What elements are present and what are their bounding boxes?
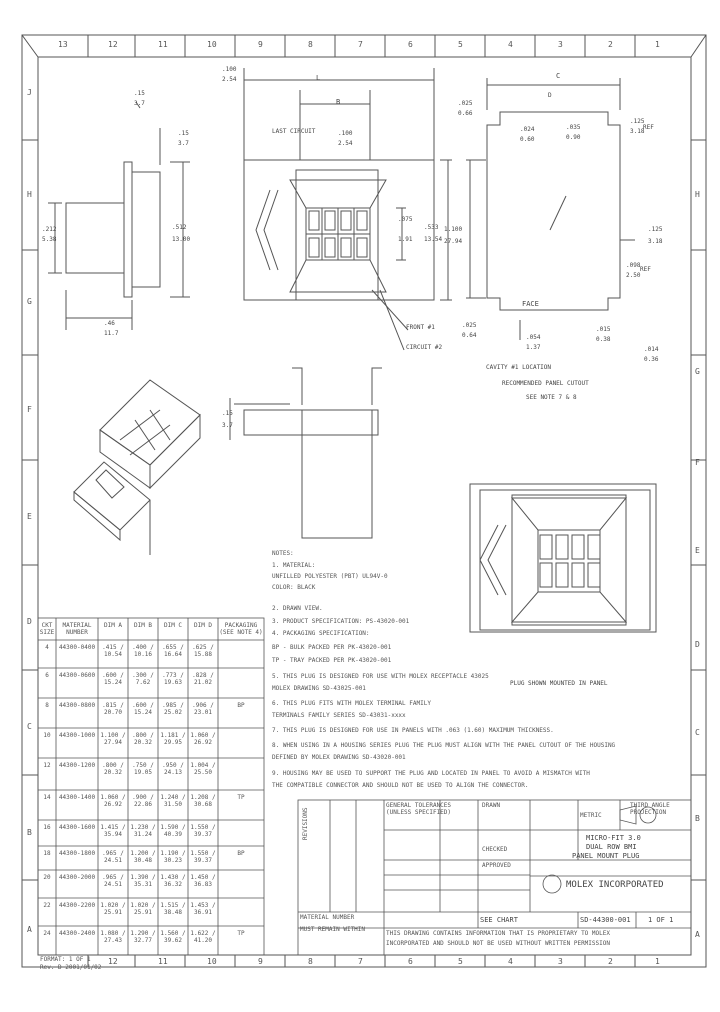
- note-line: THE COMPATIBLE CONNECTOR AND SHOULD NOT BE USED TO ALIGN THE CONNECTOR.: [272, 782, 529, 789]
- zone-label: 8: [308, 40, 313, 49]
- table-cell-mat: 44300-1600: [58, 824, 96, 831]
- dim-label: .46: [104, 320, 115, 327]
- table-cell-a: .600 / 15.24: [102, 672, 124, 686]
- must-remain-label: MUST REMAIN WITHIN: [300, 926, 366, 933]
- note-line: TERMINALS FAMILY SERIES SD-43031-xxxx: [272, 712, 406, 719]
- dim-label: 3.18: [648, 238, 663, 245]
- table-cell-a: .800 / 20.32: [102, 762, 124, 776]
- dim-label: L: [316, 74, 321, 82]
- table-cell-c: 1.430 / 36.32: [160, 874, 186, 888]
- dim-label: 0.64: [462, 332, 477, 339]
- table-cell-b: 1.230 / 31.24: [130, 824, 156, 838]
- table-cell-a: 1.080 / 27.43: [100, 930, 126, 944]
- dim-label: 0.38: [596, 336, 611, 343]
- dim-label: C: [556, 72, 561, 80]
- table-cell-c: .655 / 16.64: [162, 644, 184, 658]
- dim-label: .075: [398, 216, 413, 223]
- table-cell-c: 1.560 / 39.62: [160, 930, 186, 944]
- table-cell-mat: 44300-0800: [58, 702, 96, 709]
- zone-label: 7: [358, 957, 363, 966]
- table-cell-pkg: BP: [237, 702, 245, 709]
- dim-label: SEE NOTE 7 & 8: [526, 394, 577, 401]
- table-cell-b: .750 / 19.05: [132, 762, 154, 776]
- zone-label: D: [695, 640, 700, 649]
- table-header: DIM D: [193, 622, 213, 629]
- general-tolerances: GENERAL TOLERANCES (UNLESS SPECIFIED): [386, 802, 452, 816]
- zone-label: E: [27, 512, 32, 521]
- table-header: DIM B: [133, 622, 153, 629]
- dim-label: FACE: [522, 300, 539, 308]
- dim-label: .125: [630, 118, 645, 125]
- zone-label: A: [27, 925, 32, 934]
- dim-label: .025: [458, 100, 473, 107]
- section-view: [230, 368, 382, 538]
- dim-label: CIRCUIT #2: [406, 344, 443, 351]
- zone-label: 1: [655, 957, 660, 966]
- table-cell-ckt: 20: [43, 874, 51, 881]
- table-cell-c: 1.590 / 40.39: [160, 824, 186, 838]
- table-cell-mat: 44300-2200: [58, 902, 96, 909]
- table-cell-ckt: 10: [43, 732, 51, 739]
- table-cell-c: .950 / 24.13: [162, 762, 184, 776]
- dim-label: 0.36: [644, 356, 659, 363]
- table-header: DIM A: [103, 622, 123, 629]
- title-line-1: MICRO-FIT 3.0: [586, 834, 641, 842]
- table-cell-pkg: TP: [237, 930, 245, 937]
- note-line: 5. THIS PLUG IS DESIGNED FOR USE WITH MOLEX RECEPTACLE 43025: [272, 673, 489, 680]
- document-number: SD-44300-001: [580, 916, 631, 924]
- table-cell-pkg: BP: [237, 850, 245, 857]
- dim-label: B: [336, 98, 341, 106]
- table-cell-b: .600 / 15.24: [132, 702, 154, 716]
- dim-label: 27.94: [444, 238, 463, 245]
- drawn-label: DRAWN: [482, 802, 501, 809]
- table-cell-b: .400 / 10.16: [132, 644, 154, 658]
- table-cell-pkg: TP: [237, 794, 245, 801]
- zone-label: D: [27, 617, 32, 626]
- table-cell-ckt: 4: [45, 644, 49, 651]
- zone-label: 4: [508, 40, 513, 49]
- table-cell-mat: 44300-0400: [58, 644, 96, 651]
- dim-label: .035: [566, 124, 581, 131]
- table-cell-ckt: 24: [43, 930, 51, 937]
- dim-label: .100: [338, 130, 353, 137]
- table-cell-c: 1.515 / 38.48: [160, 902, 186, 916]
- zone-label: 3: [558, 957, 563, 966]
- note-line: BP - BULK PACKED PER PK-43020-001: [272, 644, 392, 651]
- dim-label: .125: [648, 226, 663, 233]
- zone-label: J: [27, 88, 32, 97]
- table-cell-c: .773 / 19.63: [162, 672, 184, 686]
- note-line: 3. PRODUCT SPECIFICATION: PS-43020-001: [272, 618, 410, 625]
- material-number-label: MATERIAL NUMBER: [300, 914, 355, 921]
- dim-label: .098: [626, 262, 641, 269]
- table-cell-d: 1.450 / 36.83: [190, 874, 216, 888]
- zone-label: 6: [408, 40, 413, 49]
- dim-label: .533: [424, 224, 439, 231]
- note-line: 9. HOUSING MAY BE USED TO SUPPORT THE PLUG AND LOCATED IN PANEL TO AVOID A MISMATCH WITH: [272, 770, 590, 777]
- note-line: COLOR: BLACK: [272, 584, 316, 591]
- zone-label: B: [27, 828, 32, 837]
- note-line: TP - TRAY PACKED PER PK-43020-001: [272, 657, 392, 664]
- dim-label: 0.90: [566, 134, 581, 141]
- table-cell-a: .965 / 24.51: [102, 874, 124, 888]
- zone-label: 8: [308, 957, 313, 966]
- dim-label: 13.00: [172, 236, 191, 243]
- notes-header: NOTES:: [272, 550, 294, 557]
- table-cell-d: .625 / 15.88: [192, 644, 214, 658]
- table-cell-c: 1.240 / 31.50: [160, 794, 186, 808]
- table-cell-a: .415 / 10.54: [102, 644, 124, 658]
- table-cell-c: 1.181 / 29.95: [160, 732, 186, 746]
- dim-label: .100: [222, 66, 237, 73]
- table-cell-ckt: 18: [43, 850, 51, 857]
- table-header: PACKAGING (SEE NOTE 4): [219, 622, 263, 636]
- dim-label: REF: [640, 266, 651, 273]
- zone-label: 3: [558, 40, 563, 49]
- dim-label: 11.7: [104, 330, 119, 337]
- zone-label: 2: [608, 957, 613, 966]
- table-cell-d: 1.550 / 39.37: [190, 824, 216, 838]
- proprietary-line-2: INCORPORATED AND SHOULD NOT BE USED WITHOUT WRITTEN PERMISSION: [386, 940, 610, 947]
- dim-label: .212: [42, 226, 57, 233]
- note-line: 2. DRAWN VIEW.: [272, 605, 323, 612]
- table-cell-ckt: 12: [43, 762, 51, 769]
- table-cell-a: 1.100 / 27.94: [100, 732, 126, 746]
- table-cell-c: .985 / 25.02: [162, 702, 184, 716]
- dim-label: .025: [462, 322, 477, 329]
- dim-label: 13.54: [424, 236, 443, 243]
- note-line: 7. THIS PLUG IS DESIGNED FOR USE IN PANELS WITH .063 (1.60) MAXIMUM THICKNESS.: [272, 727, 554, 734]
- table-cell-c: 1.190 / 30.23: [160, 850, 186, 864]
- zone-label: 11: [158, 957, 168, 966]
- dim-label: 3.7: [222, 422, 233, 429]
- zone-label: 11: [158, 40, 168, 49]
- revisions-label: REVISIONS: [302, 807, 309, 840]
- table-cell-b: .800 / 20.32: [132, 732, 154, 746]
- table-cell-a: 1.415 / 35.94: [100, 824, 126, 838]
- zone-label: H: [695, 190, 700, 199]
- zone-label: A: [695, 930, 700, 939]
- table-cell-mat: 44300-1400: [58, 794, 96, 801]
- dim-label: 2.54: [222, 76, 237, 83]
- note-line: UNFILLED POLYESTER (PBT) UL94V-0: [272, 573, 388, 580]
- zone-label: 12: [108, 957, 118, 966]
- table-cell-d: 1.004 / 25.50: [190, 762, 216, 776]
- checked-label: CHECKED: [482, 846, 508, 853]
- note-line: 4. PACKAGING SPECIFICATION:: [272, 630, 370, 637]
- units-label: METRIC: [580, 812, 602, 819]
- note-line: DEFINED BY MOLEX DRAWING SD-43020-001: [272, 754, 406, 761]
- zone-label: 9: [258, 957, 263, 966]
- note-line: 6. THIS PLUG FITS WITH MOLEX TERMINAL FAMILY: [272, 700, 431, 707]
- table-cell-d: 1.060 / 26.92: [190, 732, 216, 746]
- zone-label: 9: [258, 40, 263, 49]
- zone-label: 7: [358, 40, 363, 49]
- isometric-view: [74, 380, 200, 555]
- mounted-view: [470, 484, 656, 632]
- table-header: DIM C: [163, 622, 183, 629]
- dim-label: .15: [134, 90, 145, 97]
- table-cell-ckt: 16: [43, 824, 51, 831]
- table-cell-d: .906 / 23.01: [192, 702, 214, 716]
- zone-label: 5: [458, 957, 463, 966]
- proprietary-line-1: THIS DRAWING CONTAINS INFORMATION THAT IS PROPRIETARY TO MOLEX: [386, 930, 610, 937]
- dim-label: .014: [644, 346, 659, 353]
- zone-label: C: [27, 722, 32, 731]
- zone-label: C: [695, 728, 700, 737]
- dim-label: 3.18: [630, 128, 645, 135]
- format-label: FORMAT: 1 OF 1: [40, 956, 91, 963]
- zone-label: 1: [655, 40, 660, 49]
- table-cell-ckt: 22: [43, 902, 51, 909]
- title-line-2: DUAL ROW BMI: [586, 843, 637, 851]
- dim-label: 0.66: [458, 110, 473, 117]
- panel-cutout: [466, 78, 635, 340]
- dim-label: FRONT #1: [406, 324, 435, 331]
- dim-label: .024: [520, 126, 535, 133]
- table-cell-a: 1.020 / 25.91: [100, 902, 126, 916]
- table-header: MATERIAL NUMBER: [62, 622, 92, 636]
- side-view: [48, 102, 190, 330]
- dim-label: D: [548, 92, 552, 99]
- sheet-number: 1 OF 1: [648, 916, 674, 924]
- table-cell-b: 1.020 / 25.91: [130, 902, 156, 916]
- table-cell-d: 1.550 / 39.37: [190, 850, 216, 864]
- third-angle-label: THIRD ANGLE PROJECTION: [630, 802, 670, 816]
- table-cell-d: 1.622 / 41.20: [190, 930, 216, 944]
- table-cell-mat: 44300-1800: [58, 850, 96, 857]
- revision-date: Rev. D 2001/01/02: [40, 964, 102, 971]
- dim-label: .054: [526, 334, 541, 341]
- note-line: 8. WHEN USING IN A HOUSING SERIES PLUG THE PLUG MUST ALIGN WITH THE PANEL CUTOUT OF THE HOUSING: [272, 742, 616, 749]
- dim-label: CAVITY #1 LOCATION: [486, 364, 552, 371]
- table-cell-d: .828 / 21.02: [192, 672, 214, 686]
- zone-label: G: [695, 367, 700, 376]
- table-cell-d: 1.453 / 36.91: [190, 902, 216, 916]
- title-line-3: PANEL MOUNT PLUG: [572, 852, 640, 860]
- table-cell-d: 1.208 / 30.68: [190, 794, 216, 808]
- zone-label: 12: [108, 40, 118, 49]
- dim-label: .512: [172, 224, 187, 231]
- front-view: [244, 68, 452, 350]
- dim-label: REF: [643, 124, 654, 131]
- dim-label: 1.91: [398, 236, 413, 243]
- dim-label: LAST CIRCUIT: [272, 128, 316, 135]
- zone-label: 6: [408, 957, 413, 966]
- zone-label: F: [695, 458, 700, 467]
- table-cell-a: .815 / 20.70: [102, 702, 124, 716]
- dim-label: .15: [222, 410, 233, 417]
- dim-label: 2.50: [626, 272, 641, 279]
- table-cell-mat: 44300-1000: [58, 732, 96, 739]
- zone-label: E: [695, 546, 700, 555]
- zone-label: F: [27, 405, 32, 414]
- zone-label: 10: [207, 40, 217, 49]
- zone-label: 2: [608, 40, 613, 49]
- table-cell-b: 1.290 / 32.77: [130, 930, 156, 944]
- zone-label: B: [695, 814, 700, 823]
- see-chart-label: SEE CHART: [480, 916, 518, 924]
- table-cell-mat: 44300-2400: [58, 930, 96, 937]
- table-cell-mat: 44300-1200: [58, 762, 96, 769]
- table-cell-b: .900 / 22.86: [132, 794, 154, 808]
- zone-label: 5: [458, 40, 463, 49]
- zone-label: G: [27, 297, 32, 306]
- table-cell-ckt: 14: [43, 794, 51, 801]
- approved-label: APPROVED: [482, 862, 511, 869]
- company-name: MOLEX INCORPORATED: [566, 880, 664, 890]
- dim-label: 1.100: [444, 226, 463, 233]
- table-header: CKT SIZE: [39, 622, 55, 636]
- dim-label: .015: [596, 326, 611, 333]
- zone-label: 13: [58, 40, 68, 49]
- dim-label: 2.54: [338, 140, 353, 147]
- zone-label: 10: [207, 957, 217, 966]
- dim-label: 0.60: [520, 136, 535, 143]
- table-cell-mat: 44300-0600: [58, 672, 96, 679]
- zone-label: 4: [508, 957, 513, 966]
- dim-label: PLUG SHOWN MOUNTED IN PANEL: [510, 680, 608, 687]
- table-cell-mat: 44300-2000: [58, 874, 96, 881]
- dim-label: 5.38: [42, 236, 57, 243]
- dim-label: .15: [178, 130, 189, 137]
- table-cell-ckt: 6: [45, 672, 49, 679]
- dim-label: RECOMMENDED PANEL CUTOUT: [502, 380, 589, 387]
- table-cell-b: 1.200 / 30.48: [130, 850, 156, 864]
- table-cell-a: .965 / 24.51: [102, 850, 124, 864]
- table-cell-b: 1.390 / 35.31: [130, 874, 156, 888]
- table-cell-b: .300 / 7.62: [132, 672, 154, 686]
- note-line: MOLEX DRAWING SD-43025-001: [272, 685, 366, 692]
- table-cell-a: 1.060 / 26.92: [100, 794, 126, 808]
- zone-label: H: [27, 190, 32, 199]
- note-line: 1. MATERIAL:: [272, 562, 316, 569]
- dim-label: 1.37: [526, 344, 541, 351]
- dim-label: 3.7: [134, 100, 145, 107]
- table-cell-ckt: 8: [45, 702, 49, 709]
- dim-label: 3.7: [178, 140, 189, 147]
